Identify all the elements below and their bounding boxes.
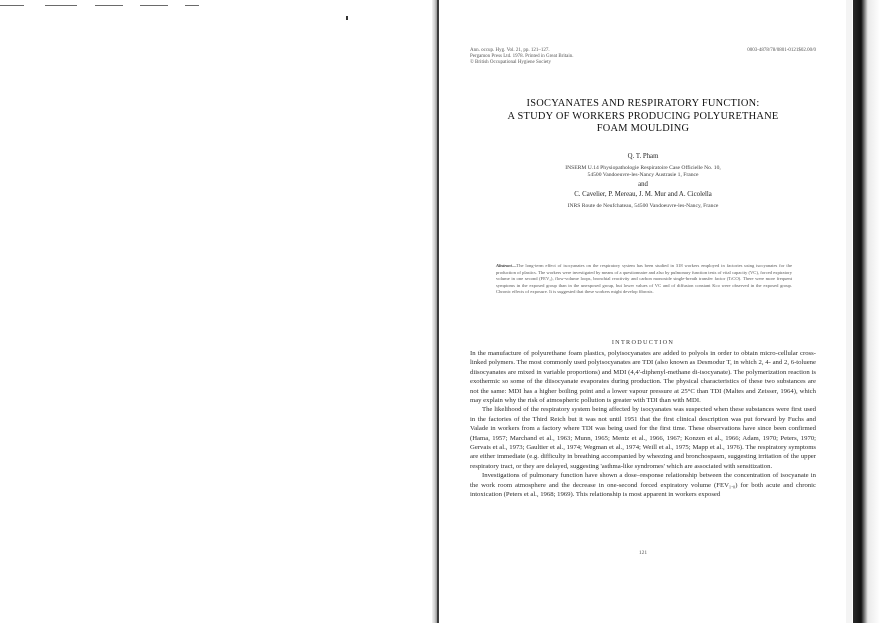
paragraph: In the manufacture of polyurethane foam plastics, polyisocyanates are added to polyols in order to obtain micro-cellular cross-linked polymers. The most commonly used polyisocyanates are TDI (also known as Desmodur T, in which 2, 4- and 2, 6-toluene diisocyanates are mixed in variable proportions) and MDI (4,4'-diphenyl-methane di-isocyanate). The polymerization reaction is exothermic so some of the diisocyanate evaporates during production. The physical characteristics of these two substances are not the same: MDI has a higher boiling point and a lower vapour pressure at 25°C than TDI (Maltes and Zeisser, 1964), which may explain why the risk of atmospheric pollution is greater with TDI than with MDI. (470, 350, 816, 405)
paragraph: Investigations of pulmonary function have shown a dose–response relationship between the concentration of isocyanate in the work room atmosphere and the decrease in one-second forced expiratory volume (FEV₁.₀) for both acute and chronic intoxication (Peters et al., 1968; 1969). This relationship is most apparent in workers exposed (470, 472, 816, 499)
scan-mark (95, 5, 123, 6)
title-line: A STUDY OF WORKERS PRODUCING POLYURETHANE (507, 110, 779, 122)
book-edge-shadow (853, 0, 880, 623)
journal-citation-line: Pergamon Press Ltd. 1978. Printed in Great Britain. (470, 54, 574, 60)
secondary-affiliation: INRS Route de Neufchateau, 54500 Vandoeuvre-les-Nancy, France (567, 203, 719, 209)
body-text (470, 349, 816, 500)
and-conjunction: and (638, 181, 648, 188)
section-heading-introduction: INTRODUCTION (611, 339, 675, 346)
journal-citation-line: Ann. occup. Hyg. Vol. 21, pp. 121–127. (470, 48, 550, 53)
scan-mark (185, 5, 199, 6)
primary-affiliation (470, 165, 816, 179)
abstract-label: Abstract— (496, 263, 517, 268)
article-title (470, 98, 816, 136)
journal-citation (470, 48, 650, 67)
page-number: 121 (638, 550, 648, 556)
issn-code: 0003-4878/78/0801-0121$02.00/0 (747, 48, 816, 53)
page-gutter (846, 0, 852, 623)
title-line: FOAM MOULDING (596, 123, 690, 134)
affiliation-line: INSERM U.14 Physiopathologie Respiratoire Case Officielle No. 10, (565, 165, 721, 171)
secondary-authors: C. Cavelier, P. Mereau, J. M. Mur and A. Cicolella (574, 191, 712, 198)
journal-citation-line: © British Occupational Hygiene Society (470, 60, 552, 66)
scan-mark (140, 5, 168, 6)
title-line: ISOCYANATES AND RESPIRATORY FUNCTION: (526, 98, 760, 109)
primary-author: Q. T. Pham (627, 153, 659, 160)
scan-mark (0, 5, 24, 6)
abstract (496, 263, 792, 296)
paragraph: The likelihood of the respiratory system being affected by isocyanates was suspected when these substances were first used in the factories of the Third Reich but it was not until 1951 that the first clinical description was put forward by Fuchs and Valade in workers from a factory where TDI was being used for the first time. These observations have since been confirmed (Hama, 1957; Marchand et al., 1963; Munn, 1965; Mentz et al., 1966, 1967; Konzen et al., 1966; Adam, 1970; Peters, 1970; Gervais et al., 1973; Gaultier et al., 1974; Wegman et al., 1974; Weill et al., 1975; Mapp et al., 1976). The respiratory symptoms are either immediate (e.g. difficulty in breathing accompanied by wheezing and bronchospasm, suggesting irritation of the upper respiratory tract, or they are delayed, suggesting 'asthma-like syndromes' which are associated with sensitization. (470, 406, 816, 470)
affiliation-line: 54500 Vandoeuvre-les-Nancy Austrasie 1, France (587, 172, 699, 179)
scan-mark (45, 5, 77, 6)
abstract-text: The long-term effect of isocyanates on the respiratory system has been studied in 318 workers employed in factories using isocyanates for the production of plastics. The workers were investigated by means of a questionnaire and also by pulmonary function tests of vital capacity (VC), forced expiratory volume in one second (FEV₁), flow-volume loops, bronchial reactivity and carbon monoxide single-breath transfer factor (TₗCO). There were more frequent symptoms in the exposed group than in the unexposed group, but lower values of VC and of diffusion constant Kco were observed in the exposed group. Chronic effects of exposure. It is suggested that these workers might develop fibrosis. (496, 263, 792, 295)
binding-edge (437, 0, 439, 623)
scan-speck (346, 16, 348, 20)
